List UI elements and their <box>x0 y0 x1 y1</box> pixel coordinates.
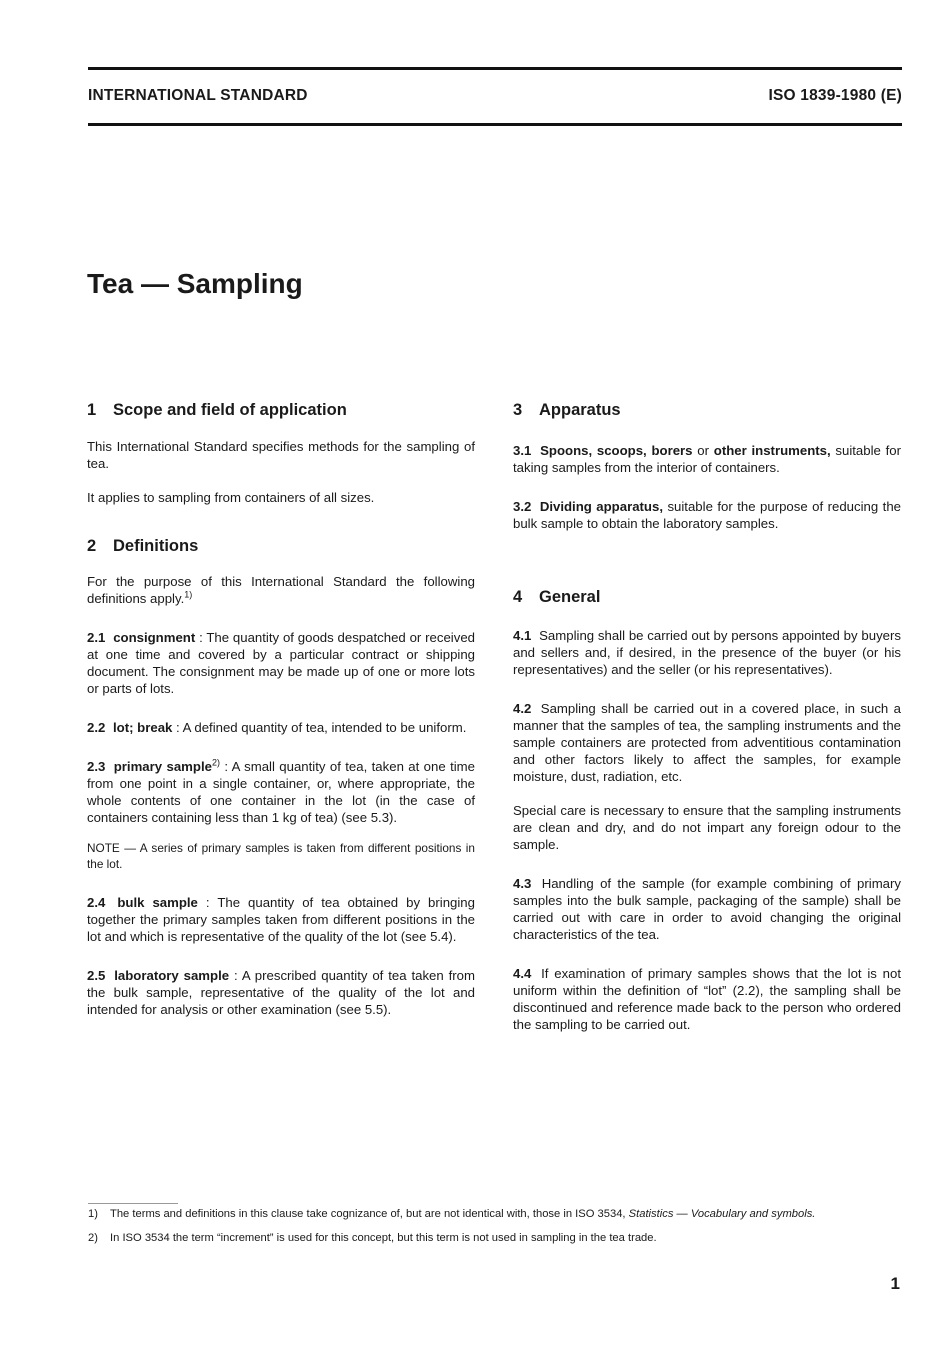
footnote-ref-2: 2) <box>211 757 220 768</box>
apparatus-3-2: 3.2 Dividing apparatus, suitable for the purpose of reducing the bulk sample to obtain the laboratory samples. <box>513 499 901 531</box>
section-1-heading: 1 Scope and field of application <box>87 401 347 419</box>
definitions-intro: For the purpose of this International Standard the following definitions apply.$^{1)}$ <box>87 574 475 606</box>
general-4-2: 4.2 Sampling shall be carried out in a covered place, in such a manner that the samples of tea, the sampling instruments and the sample containers are protected from adventitious contamination and other factors likely to affect the samples, for example moisture, dust, radiation, etc. <box>513 701 902 784</box>
definition-2-5: 2.5 laboratory sample : A prescribed quantity of tea taken from the bulk sample, representative of the quality of the lot and intended for analysis or other examination (see 5.5). <box>87 968 475 1017</box>
page-title: Tea — Sampling <box>87 268 303 299</box>
right-column <box>513 400 901 1033</box>
section-3-heading: 3 Apparatus <box>513 401 621 419</box>
general-4-3: 4.3 Handling of the sample (for example combining of primary samples into the bulk sample, packaging of the sample) shall be carried out with care in order to avoid changing the original characteristics of the tea. <box>513 876 901 942</box>
footnote-2: 2) In ISO 3534 the term “increment” is used for this concept, but this term is not used in sampling in the tea trade. <box>88 1232 657 1244</box>
header-top-rule <box>88 67 902 70</box>
footnote-separator <box>88 1203 178 1204</box>
general-4-1: 4.1 Sampling shall be carried out by persons appointed by buyers and sellers and, if desired, in the presence of the buyer (or his representatives) and the seller (or his representatives). <box>513 628 901 677</box>
footnote-1: 1) The terms and definitions in this clause take cognizance of, but are not identical with, those in ISO 3534, Statistics — Vocabulary and symbols. <box>88 1208 816 1220</box>
page-number: 1 <box>890 1274 900 1293</box>
header-bottom-rule <box>88 123 902 126</box>
left-column <box>87 400 475 1018</box>
general-4-4: 4.4 If examination of primary samples shows that the lot is not uniform within the definition of “lot” (2.2), the sampling shall be discontinued and reference made back to the person who ordered the sampling to be carried out. <box>513 966 901 1032</box>
standard-number: ISO 1839-1980 (E) <box>768 87 902 104</box>
footnote-ref-1: 1) <box>184 589 193 600</box>
definition-note: NOTE — A series of primary samples is taken from different positions in the lot. <box>87 841 475 871</box>
section-4-heading: 4 General <box>513 588 601 606</box>
section-2-heading: 2 Definitions <box>87 537 199 555</box>
definition-2-4: 2.4 bulk sample : The quantity of tea obtained by bringing together the primary samples taken from different positions in the lot and which is representative of the quality of the lot (see 5.4). <box>87 895 475 944</box>
general-special-care: Special care is necessary to ensure that the sampling instruments are clean and dry, and do not impart any foreign odour to the sample. <box>513 803 901 852</box>
definition-2-3: 2.3 primary sample$^{2)}$ : A small quantity of tea, taken at one time from one point in a single container, or, where appropriate, the whole contents of one container in the lot (in the case of containers containing less than 1 kg of tea) (see 5.3). <box>87 757 475 825</box>
scope-paragraph-1: This International Standard specifies methods for the sampling of tea. <box>87 439 475 471</box>
document-type-label: INTERNATIONAL STANDARD <box>88 87 308 104</box>
definition-2-2: 2.2 lot; break : A defined quantity of tea, intended to be uniform. <box>87 720 467 735</box>
definition-2-1: 2.1 consignment : The quantity of goods despatched or received at one time and covered by a particular contract or shipping document. The consignment may be made up of one or more lots or parts of lots. <box>87 630 475 696</box>
apparatus-3-1: 3.1 Spoons, scoops, borers or other instruments, suitable for taking samples from the interior of containers. <box>513 443 902 475</box>
scope-paragraph-2: It applies to sampling from containers of all sizes. <box>87 490 375 505</box>
